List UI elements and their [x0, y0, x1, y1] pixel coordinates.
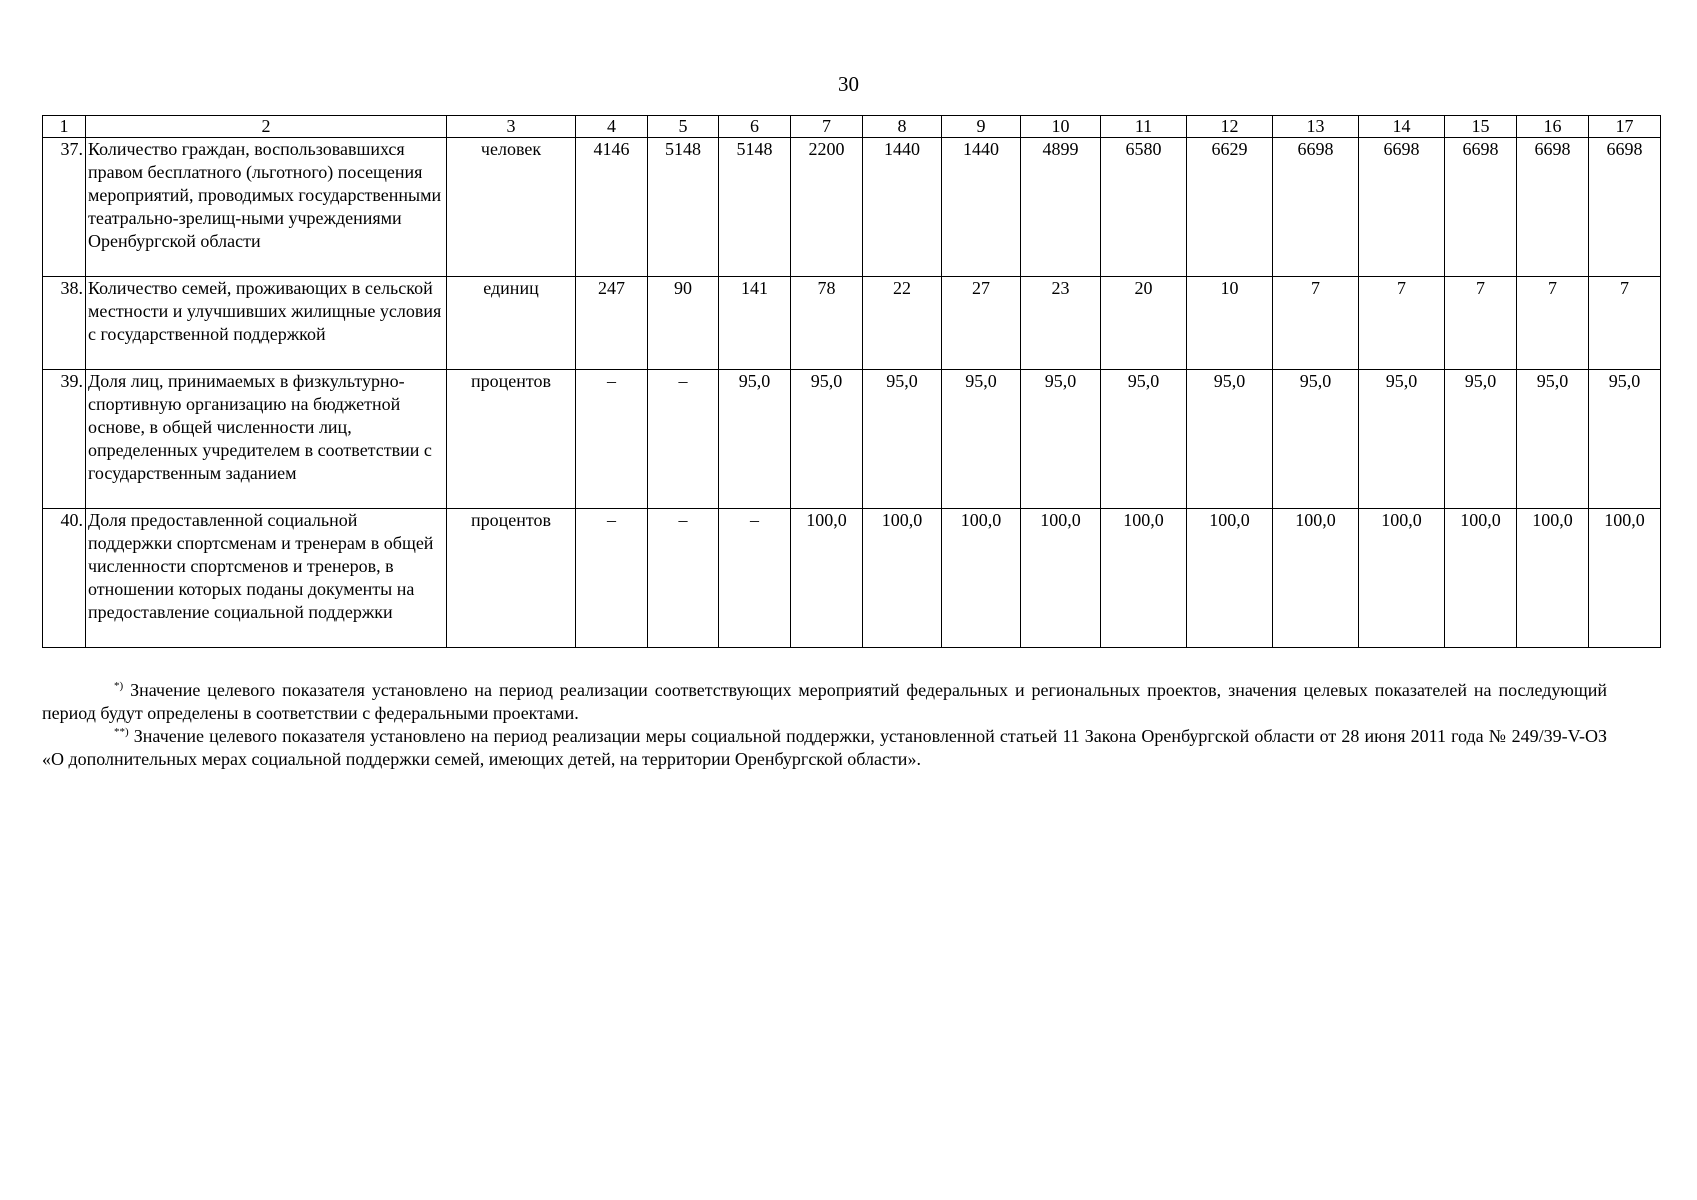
footnote-mark: *)	[114, 680, 124, 692]
column-number: 5	[648, 116, 719, 138]
value-cell: 95,0	[942, 370, 1021, 509]
footnote-mark: **)	[114, 726, 129, 738]
unit-of-measure: процентов	[447, 370, 576, 509]
value-cell: 95,0	[863, 370, 942, 509]
value-cell: 6698	[1589, 138, 1661, 277]
value-cell: –	[576, 370, 648, 509]
column-number: 10	[1021, 116, 1101, 138]
value-cell: 5148	[648, 138, 719, 277]
value-cell: 100,0	[1101, 509, 1187, 648]
value-cell: 100,0	[1589, 509, 1661, 648]
value-cell: 247	[576, 277, 648, 370]
table-row	[43, 277, 1661, 370]
value-cell: 4899	[1021, 138, 1101, 277]
indicator-name: Количество семей, проживающих в сельской местности и улучшивших жилищные условия с государственной поддержкой	[86, 277, 447, 370]
value-cell: 95,0	[1187, 370, 1273, 509]
value-cell: 95,0	[1021, 370, 1101, 509]
value-cell: 95,0	[1101, 370, 1187, 509]
value-cell: 100,0	[1021, 509, 1101, 648]
value-cell: 6580	[1101, 138, 1187, 277]
column-number: 1	[43, 116, 86, 138]
value-cell: 4146	[576, 138, 648, 277]
column-number: 13	[1273, 116, 1359, 138]
value-cell: 100,0	[1359, 509, 1445, 648]
unit-of-measure: единиц	[447, 277, 576, 370]
value-cell: 141	[719, 277, 791, 370]
table-row	[43, 138, 1661, 277]
footnote	[42, 679, 1607, 725]
value-cell: 20	[1101, 277, 1187, 370]
value-cell: 95,0	[1359, 370, 1445, 509]
value-cell: 90	[648, 277, 719, 370]
column-number: 12	[1187, 116, 1273, 138]
column-number: 3	[447, 116, 576, 138]
column-number: 2	[86, 116, 447, 138]
column-number-row	[43, 116, 1661, 138]
value-cell: –	[719, 509, 791, 648]
value-cell: 100,0	[942, 509, 1021, 648]
value-cell: –	[576, 509, 648, 648]
value-cell: 10	[1187, 277, 1273, 370]
value-cell: 95,0	[1445, 370, 1517, 509]
indicators-table	[42, 115, 1661, 648]
unit-of-measure: человек	[447, 138, 576, 277]
value-cell: 6698	[1517, 138, 1589, 277]
row-number: 40.	[43, 509, 86, 648]
value-cell: –	[648, 509, 719, 648]
value-cell: 23	[1021, 277, 1101, 370]
value-cell: 95,0	[791, 370, 863, 509]
value-cell: 100,0	[1273, 509, 1359, 648]
indicator-name: Количество граждан, воспользовавшихся правом бесплатного (льготного) посещения мероприятий, проводимых государственными театрально-зрелищ-ными учреждениями Оренбургской области	[86, 138, 447, 277]
footnote-text: Значение целевого показателя установлено на период реализации соответствующих мероприятий федеральных и региональных проектов, значения целевых показателей на последующий период будут определены в соответствии с федеральными проектами.	[42, 680, 1607, 723]
value-cell: 5148	[719, 138, 791, 277]
column-number: 8	[863, 116, 942, 138]
value-cell: 100,0	[1187, 509, 1273, 648]
value-cell: 100,0	[1445, 509, 1517, 648]
table-row	[43, 370, 1661, 509]
column-number: 11	[1101, 116, 1187, 138]
value-cell: 27	[942, 277, 1021, 370]
page-number: 30	[838, 72, 859, 96]
column-number: 16	[1517, 116, 1589, 138]
value-cell: 7	[1445, 277, 1517, 370]
column-number: 14	[1359, 116, 1445, 138]
value-cell: 78	[791, 277, 863, 370]
value-cell: 95,0	[1589, 370, 1661, 509]
value-cell: 7	[1517, 277, 1589, 370]
unit-of-measure: процентов	[447, 509, 576, 648]
value-cell: –	[648, 370, 719, 509]
footnotes	[42, 679, 1607, 771]
value-cell: 95,0	[719, 370, 791, 509]
value-cell: 22	[863, 277, 942, 370]
value-cell: 1440	[863, 138, 942, 277]
value-cell: 95,0	[1273, 370, 1359, 509]
value-cell: 7	[1273, 277, 1359, 370]
row-number: 38.	[43, 277, 86, 370]
column-number: 7	[791, 116, 863, 138]
column-number: 9	[942, 116, 1021, 138]
value-cell: 100,0	[863, 509, 942, 648]
column-number: 17	[1589, 116, 1661, 138]
value-cell: 95,0	[1517, 370, 1589, 509]
value-cell: 6629	[1187, 138, 1273, 277]
value-cell: 100,0	[1517, 509, 1589, 648]
footnote	[42, 725, 1607, 771]
row-number: 37.	[43, 138, 86, 277]
value-cell: 7	[1359, 277, 1445, 370]
indicator-name: Доля предоставленной социальной поддержки спортсменам и тренерам в общей численности спортсменов и тренеров, в отношении которых поданы документы на предоставление социальной поддержки	[86, 509, 447, 648]
value-cell: 6698	[1445, 138, 1517, 277]
footnote-text: Значение целевого показателя установлено на период реализации меры социальной поддержки, установленной статьей 11 Закона Оренбургской области от 28 июня 2011 года № 249/39-V-ОЗ «О дополнительных мерах социальной поддержки семей, имеющих детей, на территории Оренбургской области».	[42, 726, 1607, 769]
value-cell: 100,0	[791, 509, 863, 648]
column-number: 4	[576, 116, 648, 138]
indicator-name: Доля лиц, принимаемых в физкультурно-спортивную организацию на бюджетной основе, в общей численности лиц, определенных учредителем в соответствии с государственным заданием	[86, 370, 447, 509]
column-number: 15	[1445, 116, 1517, 138]
value-cell: 2200	[791, 138, 863, 277]
row-number: 39.	[43, 370, 86, 509]
value-cell: 7	[1589, 277, 1661, 370]
value-cell: 6698	[1273, 138, 1359, 277]
value-cell: 1440	[942, 138, 1021, 277]
column-number: 6	[719, 116, 791, 138]
value-cell: 6698	[1359, 138, 1445, 277]
table-row	[43, 509, 1661, 648]
